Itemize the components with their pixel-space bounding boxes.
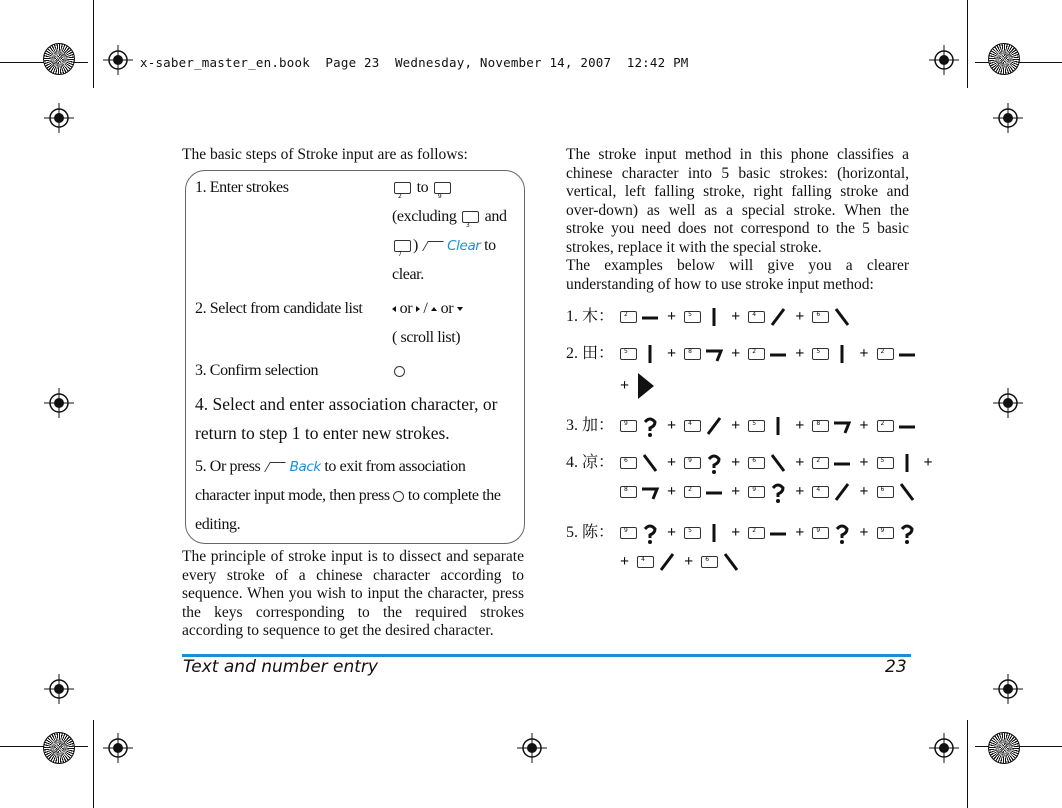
registration-mark-icon [103, 45, 133, 75]
step-4-line-2: return to step 1 to enter new strokes. [195, 423, 450, 443]
key-2-icon [748, 348, 765, 360]
key-6-icon [620, 457, 637, 469]
key-8-icon [620, 486, 637, 498]
stroke-vertical-icon [639, 343, 661, 365]
registration-mark-icon [993, 674, 1023, 704]
key-2-icon [620, 311, 637, 323]
key-2-icon [394, 182, 411, 194]
color-target-icon [43, 43, 75, 75]
intro-text: The basic steps of Stroke input are as follows: [182, 146, 468, 163]
nav-down-icon [457, 307, 463, 311]
registration-mark-icon [517, 733, 547, 763]
ok-key-icon [393, 491, 404, 502]
example-row-4: 4. 凉： 6 + 9 + 6 + 2 + 5 + [566, 449, 935, 474]
key-9-icon [620, 527, 637, 539]
step-5-line-3: editing. [195, 516, 241, 533]
key-8-icon [812, 420, 829, 432]
nav-left-icon [392, 306, 396, 312]
stroke-horizontal-icon [767, 343, 789, 365]
color-target-icon [988, 43, 1020, 75]
example-row-2: 2. 田： 5 + 8 + 2 + 5 + 2 [566, 340, 918, 365]
stroke-over-down-icon [703, 343, 725, 365]
step-1-desc-3: 7) Clear to [392, 231, 496, 261]
step-1-label: 1. Enter strokes [195, 179, 289, 196]
key-6-icon [877, 486, 894, 498]
step-1-desc-4: clear. [392, 266, 424, 283]
step-5-line-2: character input mode, then press to complete the [195, 487, 501, 504]
footer-section-title: Text and number entry [183, 657, 378, 677]
key-4-icon [748, 311, 765, 323]
stroke-right-falling-icon [896, 481, 918, 503]
step-1-desc: 2 to 9 [392, 173, 453, 202]
key-9-icon [877, 527, 894, 539]
stroke-horizontal-icon [831, 452, 853, 474]
step-4-line-1: 4. Select and enter association character, or [195, 394, 498, 414]
example-row-4-cont: 8 + 2 + 9 + 4 + 6 [618, 481, 918, 503]
stroke-left-falling-icon [656, 551, 678, 573]
example-row-1: 1. 木： 2 + 5 + 4 + 6 [566, 303, 853, 328]
key-2-icon [748, 527, 765, 539]
color-target-icon [43, 732, 75, 764]
stroke-over-down-icon [639, 481, 661, 503]
back-word: Back [289, 459, 321, 475]
stroke-special-icon [767, 481, 789, 503]
key-5-icon [620, 348, 637, 360]
step-2-label: 2. Select from candidate list [195, 300, 363, 317]
registration-mark-icon [44, 674, 74, 704]
step-3-label: 3. Confirm selection [195, 362, 319, 379]
stroke-special-icon [639, 415, 661, 437]
strokes-paragraph: The stroke input method in this phone classifies a chinese character into 5 basic strokes: (horizontal, vertical, left falling stroke, right falling stroke and over-down) as well as a special stroke. When the stroke you need does not correspond to the 5 basic strokes, replace it with the special stroke. The examples below will give you a clearer understanding of how to use stroke input method: [566, 146, 909, 293]
play-arrow-icon [635, 372, 655, 400]
registration-mark-icon [929, 45, 959, 75]
key-4-icon [684, 420, 701, 432]
step-1-desc-2: (excluding 3 and [392, 202, 507, 231]
running-head: x-saber_master_en.book Page 23 Wednesday, November 14, 2007 12:42 PM [140, 55, 689, 70]
key-6-icon [701, 556, 718, 568]
stroke-right-falling-icon [767, 452, 789, 474]
stroke-vertical-icon [831, 343, 853, 365]
stroke-special-icon [896, 522, 918, 544]
stroke-special-icon [831, 522, 853, 544]
example-row-5: 5. 陈： 9 + 5 + 2 + 9 + 9 [566, 519, 918, 544]
key-2-icon [812, 457, 829, 469]
stroke-horizontal-icon [639, 306, 661, 328]
stroke-horizontal-icon [896, 415, 918, 437]
stroke-over-down-icon [831, 415, 853, 437]
principle-paragraph: The principle of stroke input is to dissect and separate every stroke of a chinese character according to sequence. When you wish to input the character, press the keys corresponding to the required strokes according to sequence to get the desired character. [182, 548, 524, 639]
stroke-vertical-icon [767, 415, 789, 437]
stroke-right-falling-icon [639, 452, 661, 474]
step-2-desc: or / or [392, 294, 463, 323]
registration-mark-icon [993, 388, 1023, 418]
stroke-left-falling-icon [831, 481, 853, 503]
example-row-2-cont: + [618, 372, 655, 400]
key-7-icon [394, 240, 411, 252]
key-5-icon [684, 311, 701, 323]
key-2-icon [877, 420, 894, 432]
key-3-icon [462, 211, 479, 223]
key-9-icon [748, 486, 765, 498]
stroke-special-icon [703, 452, 725, 474]
left-softkey-icon [422, 241, 444, 251]
stroke-horizontal-icon [896, 343, 918, 365]
key-6-icon [748, 457, 765, 469]
stroke-right-falling-icon [720, 551, 742, 573]
key-9-icon [812, 527, 829, 539]
key-2-icon [684, 486, 701, 498]
key-5-icon [812, 348, 829, 360]
key-9-icon [684, 457, 701, 469]
ok-key-icon [394, 366, 405, 377]
left-softkey-icon [264, 462, 286, 472]
stroke-right-falling-icon [831, 306, 853, 328]
key-8-icon [684, 348, 701, 360]
step-3-desc [394, 356, 405, 385]
stroke-left-falling-icon [767, 306, 789, 328]
color-target-icon [988, 732, 1020, 764]
key-6-icon [812, 311, 829, 323]
key-5-icon [748, 420, 765, 432]
registration-mark-icon [993, 103, 1023, 133]
key-9-icon [434, 182, 451, 194]
example-row-3: 3. 加： 9 + 4 + 5 + 8 + 2 [566, 412, 918, 437]
stroke-horizontal-icon [703, 481, 725, 503]
registration-mark-icon [44, 388, 74, 418]
registration-mark-icon [103, 733, 133, 763]
stroke-vertical-icon [703, 522, 725, 544]
stroke-vertical-icon [896, 452, 918, 474]
key-4-icon [637, 556, 654, 568]
page-number: 23 [885, 657, 907, 677]
stroke-vertical-icon [703, 306, 725, 328]
key-4-icon [812, 486, 829, 498]
nav-up-icon [431, 307, 437, 311]
stroke-horizontal-icon [767, 522, 789, 544]
step-2-scroll: ( scroll list) [392, 329, 461, 346]
registration-mark-icon [44, 103, 74, 133]
key-5-icon [877, 457, 894, 469]
example-row-5-cont: + 4 + 6 [618, 551, 742, 573]
key-5-icon [684, 527, 701, 539]
nav-right-icon [416, 306, 420, 312]
stroke-special-icon [639, 522, 661, 544]
key-9-icon [620, 420, 637, 432]
stroke-left-falling-icon [703, 415, 725, 437]
step-5-line-1: 5. Or press Back to exit from association [195, 458, 466, 475]
registration-mark-icon [929, 733, 959, 763]
key-2-icon [877, 348, 894, 360]
clear-word: Clear [447, 238, 481, 254]
